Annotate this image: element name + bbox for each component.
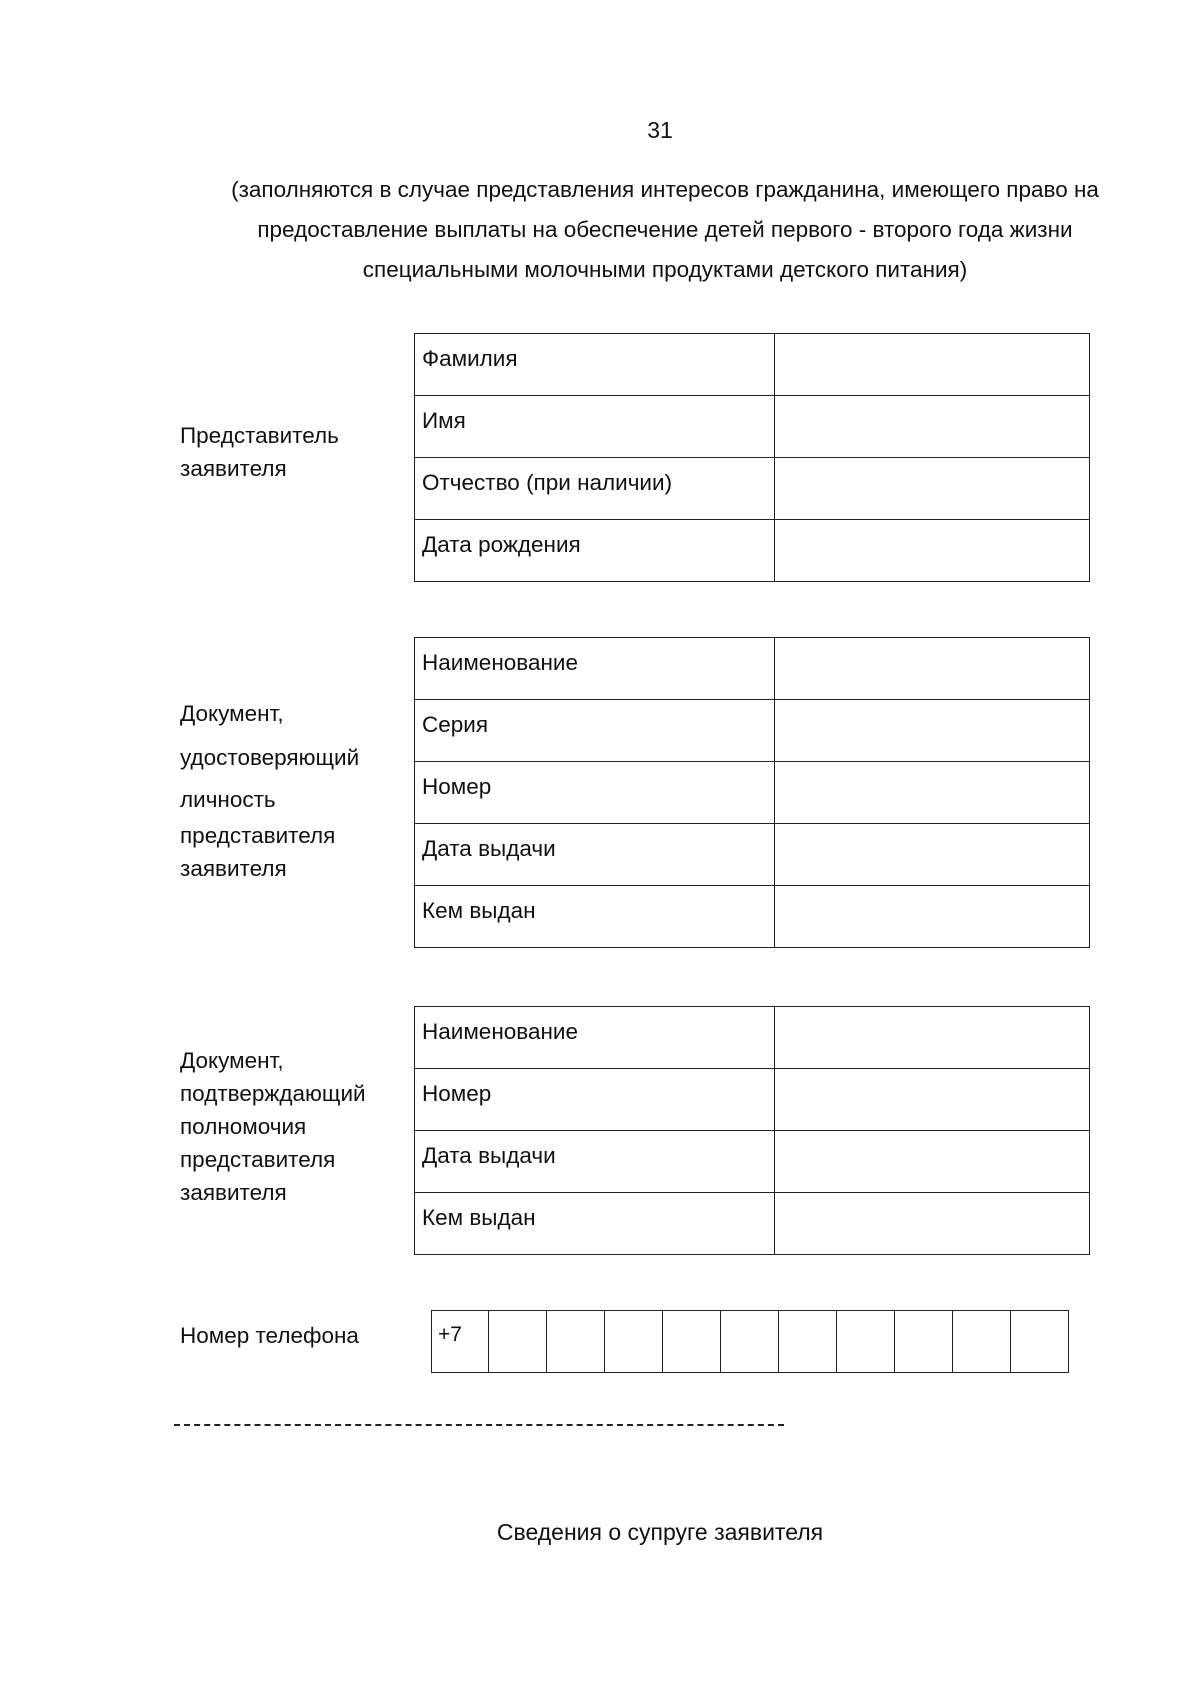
label-line: Представитель (180, 423, 339, 448)
phone-digit-cell[interactable] (895, 1311, 953, 1373)
phone-input-grid (431, 1310, 1069, 1373)
phone-digit-cell[interactable] (605, 1311, 663, 1373)
table-row (415, 396, 1090, 458)
document-issuer-input-cell[interactable] (775, 886, 1090, 948)
intro-line: специальными молочными продуктами детского питания) (362, 257, 968, 282)
label-line: полномочия (180, 1114, 307, 1139)
phone-digit-cell[interactable] (547, 1311, 605, 1373)
phone-digit-cell[interactable] (663, 1311, 721, 1373)
phone-digit-cell[interactable] (953, 1311, 1011, 1373)
field-label: Дата выдачи (415, 1131, 775, 1193)
representative-label (180, 419, 400, 485)
field-label: Кем выдан (415, 1193, 775, 1255)
table-row (415, 458, 1090, 520)
phone-digit-cell[interactable] (779, 1311, 837, 1373)
authority-document-table (414, 1006, 1090, 1255)
table-row (415, 1193, 1090, 1255)
label-line: заявителя (180, 856, 287, 881)
phone-prefix: +7 (432, 1311, 489, 1373)
intro-note (170, 170, 1160, 290)
table-row (432, 1311, 1069, 1373)
document-series-input-cell[interactable] (775, 700, 1090, 762)
intro-line: предоставление выплаты на обеспечение детей первого - второго года жизни (257, 217, 1073, 242)
table-row (415, 824, 1090, 886)
authority-name-input-cell[interactable] (775, 1007, 1090, 1069)
phone-digit-cell[interactable] (1011, 1311, 1069, 1373)
phone-digit-cell[interactable] (837, 1311, 895, 1373)
label-line: заявителя (180, 1180, 287, 1205)
label-line: личность (180, 787, 276, 812)
name-input-cell[interactable] (775, 396, 1090, 458)
patronymic-input-cell[interactable] (775, 458, 1090, 520)
field-label: Серия (415, 700, 775, 762)
representative-table (414, 333, 1090, 582)
spouse-section-title: Сведения о супруге заявителя (496, 1519, 824, 1545)
label-line: Документ, (180, 1048, 284, 1073)
field-label: Наименование (415, 638, 775, 700)
table-row (415, 886, 1090, 948)
label-line: удостоверяющий (180, 745, 360, 770)
dashed-divider (174, 1424, 784, 1426)
authority-document-label (180, 1044, 400, 1209)
identity-document-table (414, 637, 1090, 948)
authority-issuer-input-cell[interactable] (775, 1193, 1090, 1255)
field-label: Номер (415, 1069, 775, 1131)
field-label: Номер (415, 762, 775, 824)
phone-digit-cell[interactable] (721, 1311, 779, 1373)
table-row (415, 638, 1090, 700)
phone-digit-cell[interactable] (489, 1311, 547, 1373)
label-line: представителя (180, 823, 336, 848)
table-row (415, 1007, 1090, 1069)
field-label: Наименование (415, 1007, 775, 1069)
surname-input-cell[interactable] (775, 334, 1090, 396)
label-line: Документ, (180, 701, 284, 726)
table-row (415, 762, 1090, 824)
table-row (415, 520, 1090, 582)
table-row (415, 1131, 1090, 1193)
table-row (415, 700, 1090, 762)
field-label: Дата выдачи (415, 824, 775, 886)
intro-line: (заполняются в случае представления интересов гражданина, имеющего право на (231, 177, 1099, 202)
page-number: 31 (647, 117, 673, 143)
phone-label: Номер телефона (180, 1323, 359, 1348)
birth-date-input-cell[interactable] (775, 520, 1090, 582)
field-label: Кем выдан (415, 886, 775, 948)
field-label: Дата рождения (415, 520, 775, 582)
label-line: заявителя (180, 456, 287, 481)
document-number-input-cell[interactable] (775, 762, 1090, 824)
table-row (415, 1069, 1090, 1131)
field-label: Имя (415, 396, 775, 458)
document-name-input-cell[interactable] (775, 638, 1090, 700)
label-line: подтверждающий (180, 1081, 366, 1106)
label-line: представителя (180, 1147, 336, 1172)
table-row (415, 334, 1090, 396)
authority-issue-date-input-cell[interactable] (775, 1131, 1090, 1193)
identity-document-label (180, 692, 400, 887)
field-label: Фамилия (415, 334, 775, 396)
authority-number-input-cell[interactable] (775, 1069, 1090, 1131)
field-label: Отчество (при наличии) (415, 458, 775, 520)
document-issue-date-input-cell[interactable] (775, 824, 1090, 886)
